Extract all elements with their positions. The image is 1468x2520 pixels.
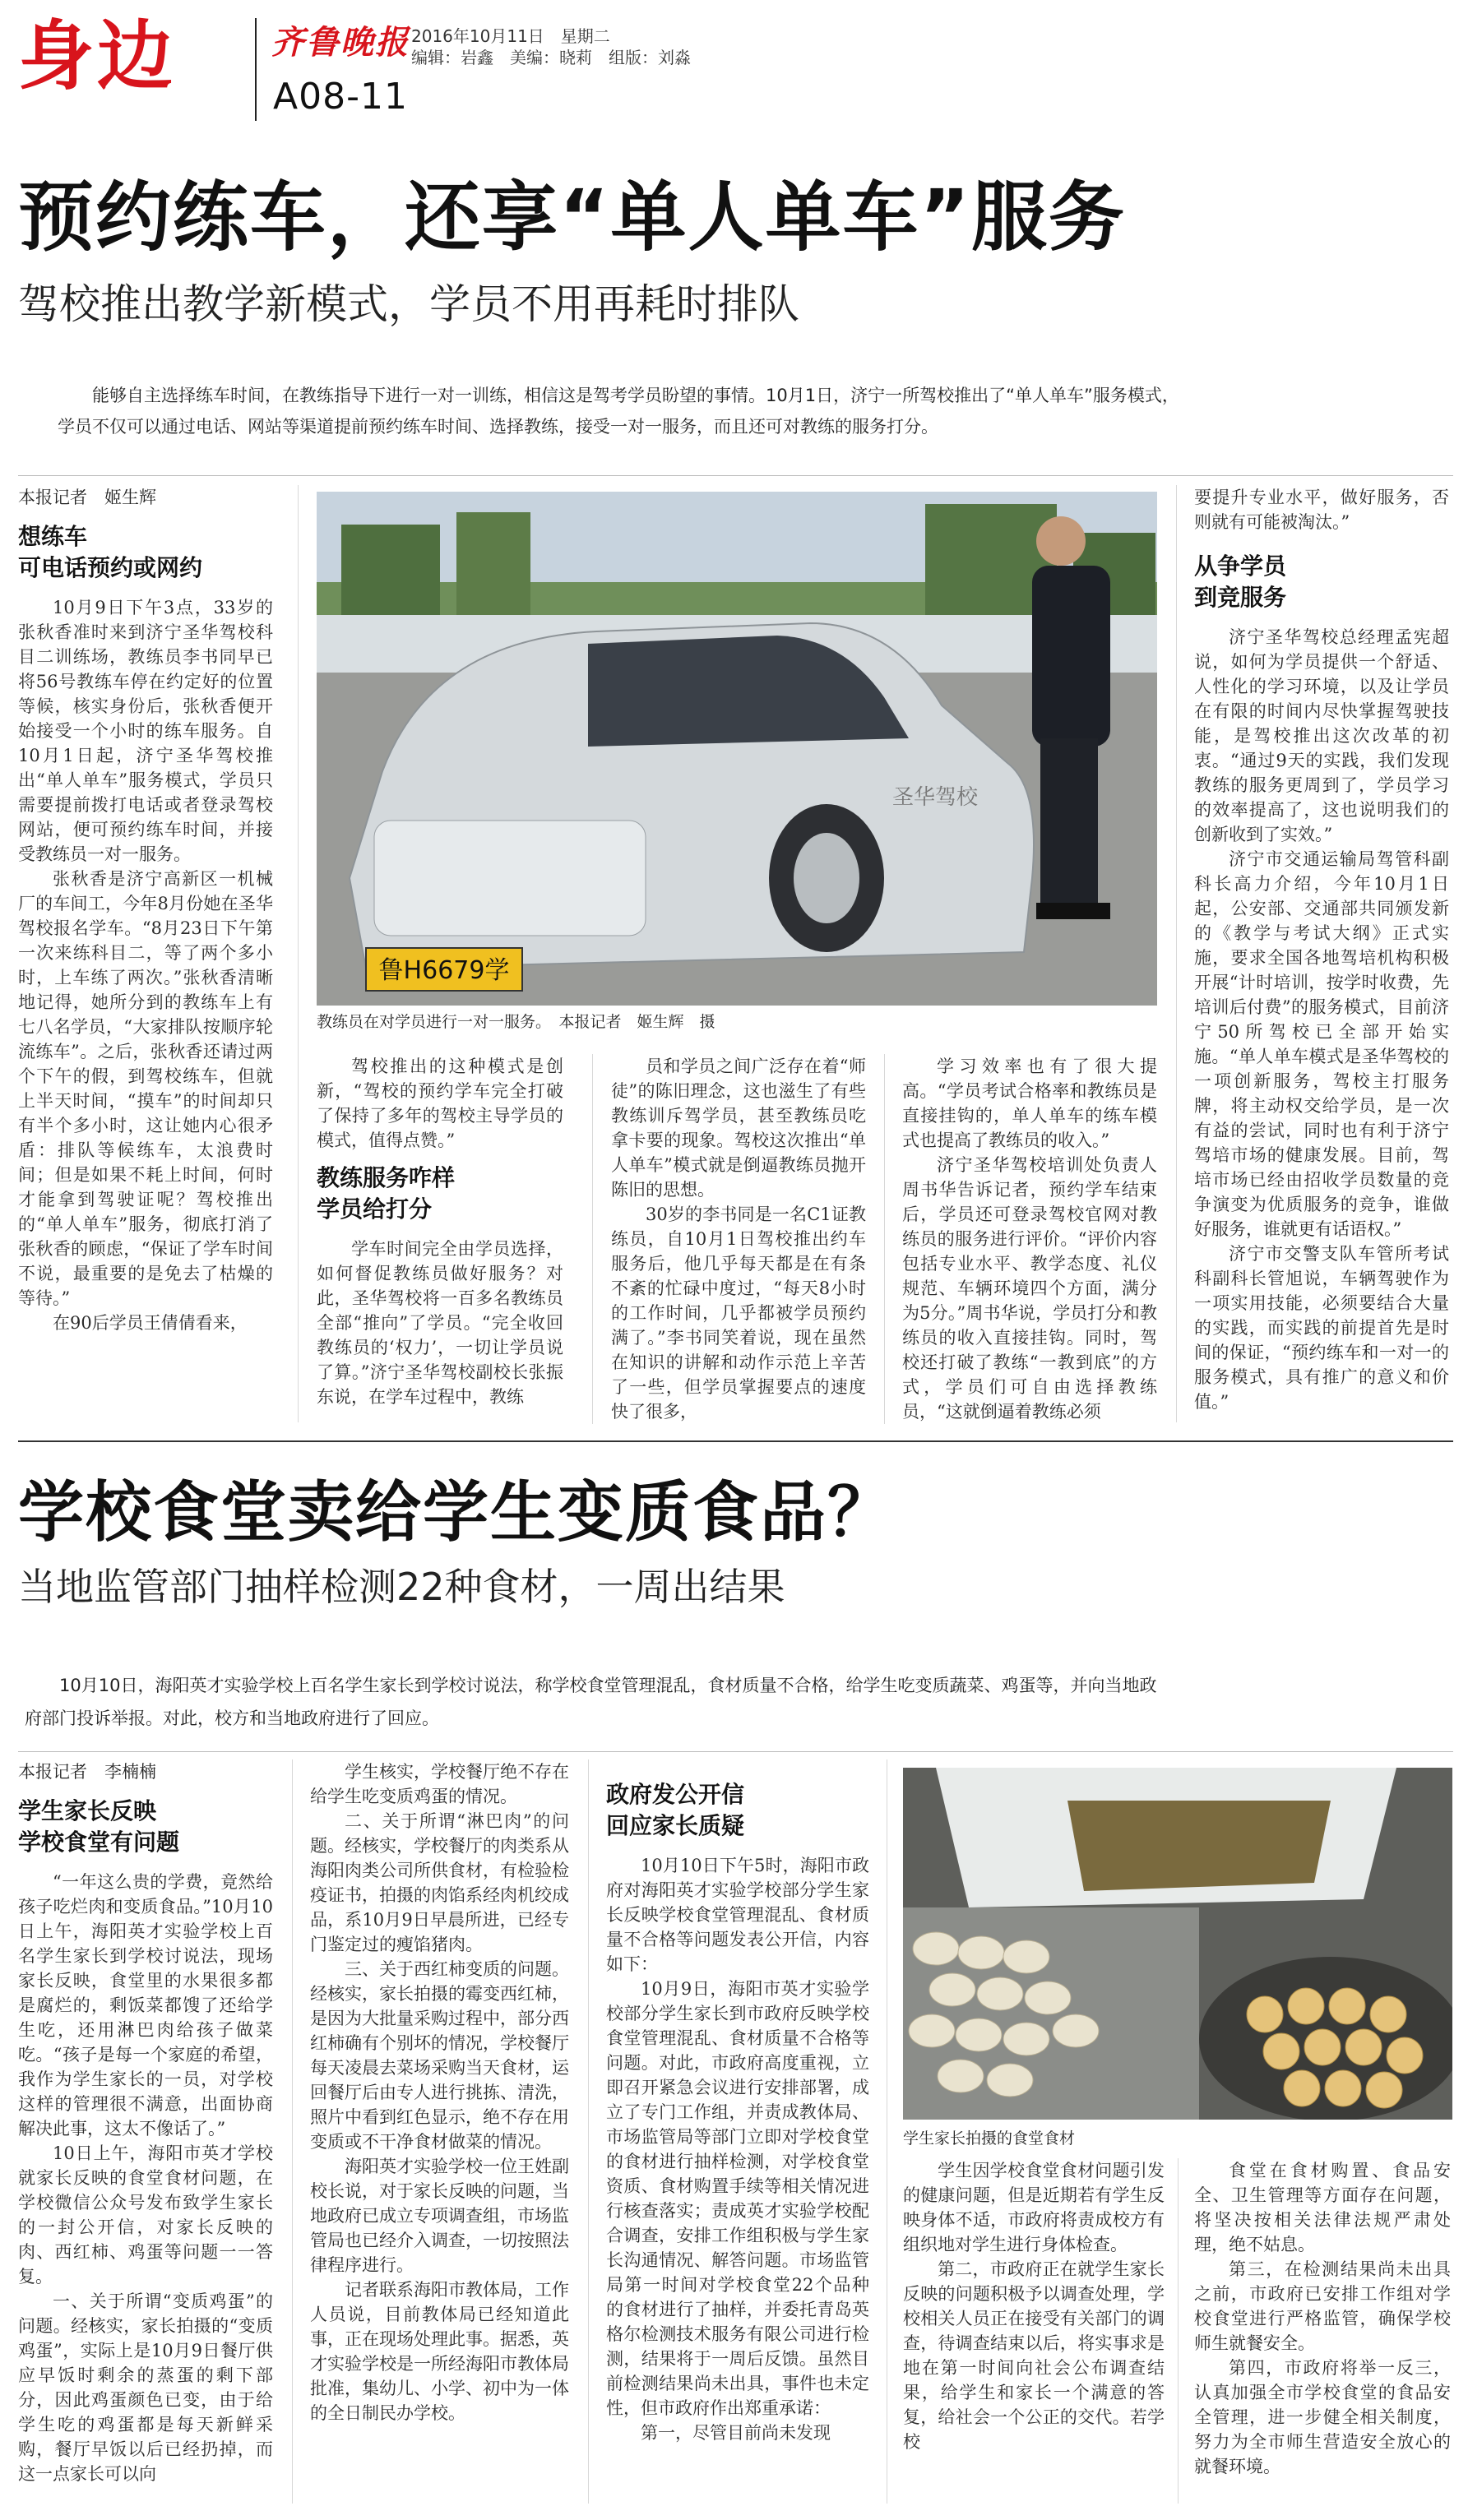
story1-photo-caption: 教练员在对学员进行一对一服务。 本报记者 姬生辉 摄 bbox=[317, 1013, 715, 1031]
paragraph: 驾校推出的这种模式是创新，“驾校的预约学车完全打破了保持了多年的驾校主导学员的模式，值得点赞。” bbox=[317, 1057, 563, 1150]
story2-col3 bbox=[606, 1759, 869, 2445]
story2-col5 bbox=[1194, 2158, 1451, 2479]
section-title: 身边 bbox=[18, 12, 177, 100]
page-number: A08-11 bbox=[273, 76, 408, 118]
paragraph: 10月9日，海阳市英才实验学校部分学生家长到市政府反映学校食堂管理混乱、食材质量不合格等问题。对此，市政府高度重视，立即召开紧急会议进行安排部署，成立了专门工作组，并责成教体局、市场监管局等部门立即对学校食堂的食材进行抽样检测，对学校食堂资质、食材购置手续等相关情况进行核查落实；责成英才实验学校配合调查，安排工作组积极与学生家长沟通情况、解答问题。市场监管局第一时间对学校食堂22个品种的食材进行了抽样，并委托青岛英格尔检测技术服务有限公司进行检测，结果将于一周后反馈。虽然目前检测结果尚未出具，事件也未定性，但市政府作出郑重承诺： bbox=[606, 1979, 869, 2418]
story2-photo bbox=[903, 1768, 1452, 2120]
paragraph: 学习效率也有了很大提高。“学员考试合格率和教练员是直接挂钩的，单人单车的练车模式也提高了教练员的收入。” bbox=[902, 1057, 1157, 1150]
newspaper-logo: 齐鲁晚报 bbox=[271, 23, 410, 62]
story1-col1-heading: 想练车 可电话预约或网约 bbox=[18, 523, 203, 581]
paragraph: 张秋香是济宁高新区一机械厂的车间工，今年8月份她在圣华驾校报名学车。“8月23日下午第一次来练科目二，等了两个多小时，上车练了两次。”张秋香清晰地记得，她所分到的教练车上有七八名学员，“大家排队按顺序轮流练车”。之后，张秋香还请过两个下午的假，到驾校练车，但就上半天时间，“摸车”的时间却只有半个多小时，这让她内心很矛盾：排队等候练车，太浪费时间；但是如果不耗上时间，何时才能拿到驾驶证呢？驾校推出的“单人单车”服务，彻底打消了张秋香的顾虑，“保证了学车时间不说，最重要的是免去了枯燥的等待。” bbox=[18, 869, 273, 1308]
paragraph: 三、关于西红柿变质的问题。经核实，家长拍摄的霉变西红柿，是因为大批量采购过程中，部分西红柿确有个别坏的情况，学校餐厅每天凌晨去菜场采购当天食材，运回餐厅后由专人进行挑拣、清洗，照片中看到红色显示，绝不存在用变质或不干净食材做菜的情况。 bbox=[310, 1959, 569, 2152]
driving-lesson-photo bbox=[317, 492, 1157, 1006]
paragraph: 要提升专业水平，做好服务，否则就有可能被淘汰。” bbox=[1194, 488, 1449, 532]
paragraph: 30岁的李书同是一名C1证教练员，自10月1日驾校推出约车服务后，他几乎每天都是在有条不紊的忙碌中度过，“每天8小时的工作时间，几乎都被学员预约满了。”李书同笑着说，现在虽然在知识的讲解和动作示范上辛苦了一些，但学员掌握要点的速度快了很多， bbox=[611, 1205, 866, 1422]
story1-subhead: 驾校推出教学新模式，学员不用再耗时排队 bbox=[18, 280, 799, 328]
story2-col1-heading: 学生家长反映 学校食堂有问题 bbox=[18, 1797, 180, 1856]
paragraph: 记者联系海阳市教体局，工作人员说，目前教体局已经知道此事，正在现场处理此事。据悉，英才实验学校是一所经海阳市教体局批准，集幼儿、小学、初中为一体的全日制民办学校。 bbox=[310, 2280, 569, 2423]
story1-byline: 本报记者 姬生辉 bbox=[18, 488, 156, 507]
story1-col5-heading: 从争学员 到竞服务 bbox=[1194, 553, 1287, 611]
column-divider bbox=[588, 1759, 589, 2504]
paragraph: 第三，在检测结果尚未出具之前，市政府已安排工作组对学校食堂进行严格监管，确保学校师生就餐安全。 bbox=[1194, 2259, 1451, 2353]
paragraph: 学车时间完全由学员选择，如何督促教练员做好服务？对此，圣华驾校将一百多名教练员全部“推向”了学员。“完全收回教练员的‘权力’，一切让学员说了算。”济宁圣华驾校副校长张振东说，在学车过程中，教练 bbox=[317, 1239, 563, 1407]
story1-photo bbox=[317, 492, 1157, 1006]
story2-col4 bbox=[903, 2158, 1165, 2454]
car-door-text: 圣华驾校 bbox=[892, 785, 979, 810]
story2-headline: 学校食堂卖给学生变质食品？ bbox=[18, 1474, 895, 1551]
story1-lead: 能够自主选择练车时间，在教练指导下进行一对一训练，相信这是驾考学员盼望的事情。10月1日，济宁一所驾校推出了“单人单车”服务模式，学员不仅可以通过电话、网站等渠道提前预约练车时间、选择教练，接受一对一服务，而且还可对教练的服务打分。 bbox=[58, 386, 1179, 437]
paragraph: 食堂在食材购置、食品安全、卫生管理等方面存在问题，将坚决按相关法律法规严肃处理，绝不姑息。 bbox=[1194, 2161, 1451, 2254]
header-divider bbox=[255, 18, 257, 121]
paragraph: 10日上午，海阳市英才学校就家长反映的食堂食材问题，在学校微信公众号发布致学生家长的一封公开信，对家长反映的肉、西红柿、鸡蛋等问题一一答复。 bbox=[18, 2143, 273, 2286]
story1-col2-heading: 教练服务咋样 学员给打分 bbox=[317, 1164, 456, 1223]
story1-col5 bbox=[1194, 485, 1449, 1414]
story1-col4 bbox=[902, 1054, 1157, 1424]
story1-headline: 预约练车，还享“单人单车”服务 bbox=[18, 173, 1126, 261]
story-separator bbox=[18, 1440, 1453, 1442]
license-plate: 鲁H6679学 bbox=[378, 956, 510, 985]
paragraph: 第一，尽管目前尚未发现 bbox=[641, 2423, 831, 2443]
cafeteria-food-photo bbox=[903, 1768, 1452, 2120]
story2-photo-caption: 学生家长拍摄的食堂食材 bbox=[903, 2129, 1076, 2148]
paragraph: 一、关于所谓“变质鸡蛋”的问题。经核实，家长拍摄的“变质鸡蛋”，实际上是10月9日餐厅供应早饭时剩余的蒸蛋的剩下部分，因此鸡蛋颜色已变，由于给学生吃的鸡蛋都是每天新鲜采购，餐厅早饭以后已经扔掉，而这一点家长可以向 bbox=[18, 2291, 273, 2484]
paragraph: 济宁圣华驾校总经理孟宪超说，如何为学员提供一个舒适、人性化的学习环境，以及让学员在有限的时间内尽快掌握驾驶技能，是驾校推出这次改革的初衷。“通过9天的实践，我们发现教练的服务更周到了，学员学习的效率提高了，这也说明我们的创新收到了实效。” bbox=[1194, 627, 1449, 844]
story2-col3-heading: 政府发公开信 回应家长质疑 bbox=[606, 1781, 745, 1839]
paragraph: 济宁市交警支队车管所考试科副科长管旭说，车辆驾驶作为一项实用技能，必须要结合大量的实践，而实践的前提首先是时间的保证，“预约练车和一对一的服务模式，具有推广的意义和价值。” bbox=[1194, 1244, 1449, 1412]
story2-col2 bbox=[310, 1759, 569, 2425]
story2-subhead: 当地监管部门抽样检测22种食材，一周出结果 bbox=[18, 1565, 785, 1609]
editor-credits: 编辑：岩鑫 美编：晓莉 组版：刘淼 bbox=[411, 48, 691, 67]
story1-rule bbox=[18, 475, 1453, 476]
paragraph: 济宁市交通运输局驾管科副科长高力介绍，今年10月1日起，公安部、交通部共同颁发新的《教学与考试大纲》正式实施，要求全国各地驾培机构积极开展“计时培训，按学时收费，先培训后付费”的服务模式，目前济宁50所驾校已全部开始实施。“单人单车模式是圣华驾校的一项创新服务，驾校主打服务牌，将主动权交给学员，是一次有益的尝试，同时也有利于济宁驾培市场的健康发展。目前，驾培市场已经由招收学员数量的竞争演变为优质服务的竞争，谁做好服务，谁就更有话语权。” bbox=[1194, 849, 1449, 1239]
column-divider bbox=[1178, 2158, 1179, 2504]
paragraph: 第四，市政府将举一反三，认真加强全市学校食堂的食品安全管理，进一步健全相关制度，努力为全市师生营造安全放心的就餐环境。 bbox=[1194, 2358, 1451, 2476]
story2-col1 bbox=[18, 1759, 273, 2486]
story1-col1 bbox=[18, 485, 273, 1335]
column-divider bbox=[292, 1759, 293, 2504]
story2-byline: 本报记者 李楠楠 bbox=[18, 1762, 156, 1782]
column-divider bbox=[298, 485, 299, 1422]
paragraph: 10月10日下午5时，海阳市政府对海阳英才实验学校部分学生家长反映学校食堂管理混乱、食材质量不合格等问题发表公开信，内容如下： bbox=[606, 1856, 869, 1974]
paragraph: 10月9日下午3点，33岁的张秋香准时来到济宁圣华驾校科目二训练场，教练员李书同早已将56号教练车停在约定好的位置等候，核实身份后，张秋香便开始接受一个小时的练车服务。自10月1日起，济宁圣华驾校推出“单人单车”服务模式，学员只需要提前拨打电话或者登录驾校网站，便可预约练车时间，并接受教练员一对一服务。 bbox=[18, 598, 273, 864]
date-line: 2016年10月11日 星期二 bbox=[411, 26, 610, 46]
masthead bbox=[0, 0, 1468, 132]
paragraph: “一年这么贵的学费，竟然给孩子吃烂肉和变质食品。”10月10日上午，海阳英才实验学校上百名学生家长到学校讨说法，现场家长反映，食堂里的水果很多都是腐烂的，剩饭菜都馊了还给学生吃，还用淋巴肉给孩子做菜吃。“孩子是每一个家庭的希望，我作为学生家长的一员，对学校这样的管理很不满意，出面协商解决此事，这太不像话了。” bbox=[18, 1872, 273, 2139]
paragraph: 学生因学校食堂食材问题引发的健康问题，但是近期若有学生反映身体不适，市政府将责成校方有组织地对学生进行身体检查。 bbox=[903, 2161, 1165, 2254]
column-divider bbox=[1176, 485, 1177, 1422]
paragraph: 第二，市政府正在就学生家长反映的问题积极予以调查处理，学校相关人员正在接受有关部门的调查，待调查结束以后，将实事求是地在第一时间向社会公布调查结果，给学生和家长一个满意的答复，给社会一个公正的交代。若学校 bbox=[903, 2259, 1165, 2452]
story1-col2 bbox=[317, 1054, 563, 1409]
story1-col3 bbox=[611, 1054, 866, 1424]
paragraph: 学生核实，学校餐厅绝不存在给学生吃变质鸡蛋的情况。 bbox=[310, 1762, 569, 1806]
paragraph: 海阳英才实验学校一位王姓副校长说，对于家长反映的问题，当地政府已成立专项调查组，市场监管局也已经介入调查，一切按照法律程序进行。 bbox=[310, 2157, 569, 2275]
column-divider bbox=[592, 1054, 593, 1424]
paragraph: 员和学员之间广泛存在着“师徒”的陈旧理念，这也滋生了有些教练训斥驾学员，甚至教练员吃拿卡要的现象。驾校这次推出“单人单车”模式就是倒逼教练员抛开陈旧的思想。 bbox=[611, 1057, 866, 1200]
column-divider bbox=[884, 1054, 885, 1424]
story2-lead: 10月10日，海阳英才实验学校上百名学生家长到学校讨说法，称学校食堂管理混乱，食材质量不合格，给学生吃变质蔬菜、鸡蛋等，并向当地政府部门投诉举报。对此，校方和当地政府进行了回应。 bbox=[25, 1676, 1157, 1728]
story2-rule bbox=[18, 1751, 1453, 1752]
paragraph: 二、关于所谓“淋巴肉”的问题。经核实，学校餐厅的肉类系从海阳肉类公司所供食材，有检验检疫证书，拍摄的肉馅系经肉机绞成品，系10月9日早晨所进，已经专门鉴定过的瘦馅猪肉。 bbox=[310, 1811, 569, 1954]
paragraph: 在90后学员王倩倩看来， bbox=[53, 1313, 248, 1333]
paragraph: 济宁圣华驾校培训处负责人周书华告诉记者，预约学车结束后，学员还可登录驾校官网对教练员的服务进行评价。“评价内容包括专业水平、教学态度、礼仪规范、车辆环境四个方面，满分为5分。”周书华说，学员打分和教练员的收入直接挂钩。同时，驾校还打破了教练“一教到底”的方式，学员们可自由选择教练员，“这就倒逼着教练必须 bbox=[902, 1155, 1157, 1422]
